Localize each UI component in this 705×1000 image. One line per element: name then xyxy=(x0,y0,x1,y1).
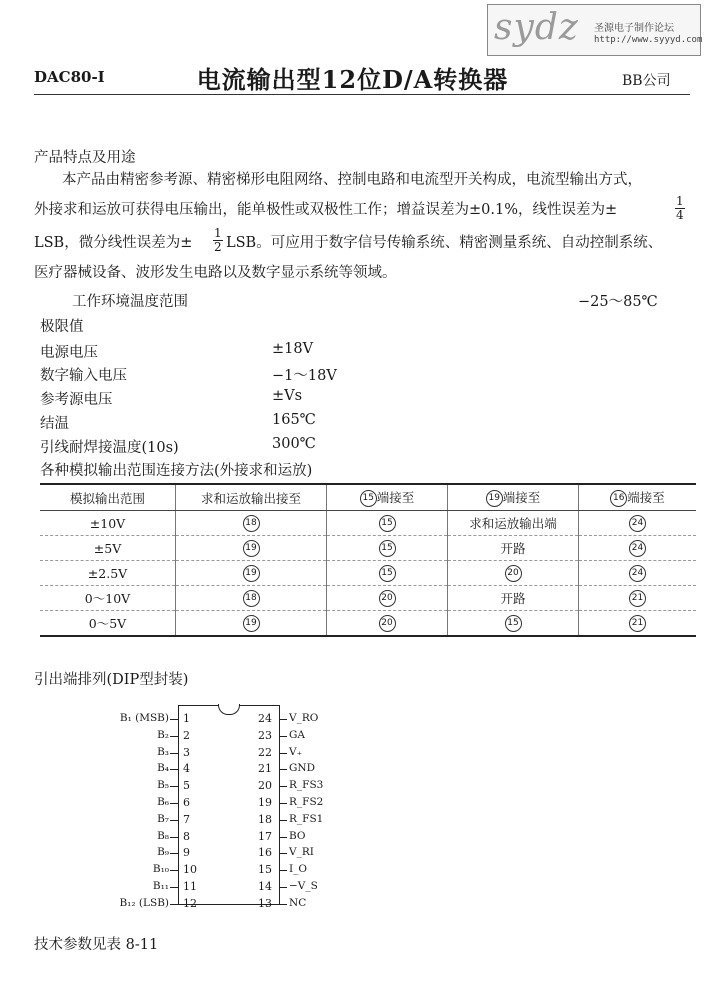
pin-circle: 20 xyxy=(505,565,522,582)
pin-label: R_FS1 xyxy=(289,812,324,825)
table-cell xyxy=(448,561,579,586)
pin-circle: 15 xyxy=(379,540,396,557)
table-cell xyxy=(579,561,697,586)
table-cell xyxy=(448,611,579,637)
pin-number: 9 xyxy=(183,846,190,860)
pin-lead xyxy=(279,837,287,838)
pin-label: V_RO xyxy=(289,712,319,724)
table-cell: 0～10V xyxy=(40,586,176,611)
table-header-cell: 15 端接至 xyxy=(327,484,448,511)
limits-heading: 极限值 xyxy=(40,319,84,335)
range-connection-table xyxy=(40,483,696,637)
table-header-cell: 19 端接至 xyxy=(448,484,579,511)
pin-lead xyxy=(279,753,287,754)
pin-number: 21 xyxy=(258,762,272,776)
pin-number: 1 xyxy=(183,712,190,725)
pin-lead xyxy=(170,719,178,720)
pin-lead xyxy=(279,769,287,770)
page-title: 电流输出型12位D/A转换器 xyxy=(196,65,509,94)
pin-circle: 19 xyxy=(486,490,503,507)
pin-number: 23 xyxy=(258,728,272,742)
pin-label: B₅ xyxy=(157,779,169,792)
pin-label: V_RI xyxy=(289,846,314,859)
table-row xyxy=(40,586,696,611)
pin-lead xyxy=(279,786,287,787)
pin-label: −V_S xyxy=(289,880,318,892)
pin-lead xyxy=(279,904,287,905)
table-cell xyxy=(579,586,697,611)
pin-circle: 18 xyxy=(243,590,260,607)
pin-number: 7 xyxy=(183,812,190,826)
fraction-half xyxy=(213,227,223,254)
pin-number: 6 xyxy=(183,796,190,809)
limit-label: 结温 xyxy=(40,416,69,432)
pin-lead xyxy=(170,736,178,737)
fraction-quarter xyxy=(675,195,685,222)
pin-circle: 16 xyxy=(610,490,627,507)
pin-label: B₂ xyxy=(157,728,169,741)
features-line-3a: LSB，微分线性误差为± xyxy=(34,235,193,251)
pin-lead xyxy=(279,870,287,871)
pin-circle: 24 xyxy=(629,565,646,582)
pin-number: 3 xyxy=(183,745,190,759)
pin-number: 5 xyxy=(183,779,190,793)
table-cell xyxy=(579,611,697,637)
pin-number: 24 xyxy=(258,712,272,725)
fraction-numerator: 1 xyxy=(214,226,222,240)
pin-label: BO xyxy=(289,829,306,842)
pin-label: B₇ xyxy=(157,812,169,825)
pinout-heading: 引出端排列(DIP型封装) xyxy=(34,672,189,688)
watermark-logo: sydz xyxy=(494,7,579,48)
table-cell: 求和运放输出端 xyxy=(448,511,579,536)
pin-lead xyxy=(279,853,287,854)
pin-circle: 19 xyxy=(243,540,260,557)
pin-circle: 21 xyxy=(629,590,646,607)
table-cell xyxy=(327,561,448,586)
limit-label: 数字输入电压 xyxy=(40,368,127,384)
range-table-heading: 各种模拟输出范围连接方法(外接求和运放) xyxy=(40,463,313,479)
limit-value: 300℃ xyxy=(272,436,316,452)
table-cell: 0～5V xyxy=(40,611,176,637)
pin-lead xyxy=(170,853,178,854)
pin-lead xyxy=(170,786,178,787)
table-header-cell: 模拟输出范围 xyxy=(40,484,176,511)
pin-label: B₈ xyxy=(157,829,169,842)
pin-circle: 15 xyxy=(379,515,396,532)
table-cell xyxy=(176,536,327,561)
pin-lead xyxy=(170,753,178,754)
pin-label: NC xyxy=(289,896,307,909)
pin-lead xyxy=(279,719,287,720)
watermark-site-name: 圣源电子制作论坛 xyxy=(594,23,674,34)
pin-number: 15 xyxy=(258,863,272,877)
features-heading: 产品特点及用途 xyxy=(34,150,136,166)
pin-label: GND xyxy=(289,762,315,775)
pin-number: 22 xyxy=(258,745,272,759)
table-header-cell: 求和运放输出接至 xyxy=(176,484,327,511)
header-rule xyxy=(34,94,690,95)
pin-label: R_FS3 xyxy=(289,779,324,792)
fraction-denominator: 2 xyxy=(214,240,222,254)
pin-lead xyxy=(170,769,178,770)
pin-lead xyxy=(170,904,178,905)
pin-lead xyxy=(279,820,287,821)
table-row xyxy=(40,511,696,536)
features-line-1: 本产品由精密参考源、精密梯形电阻网络、控制电路和电流型开关构成，电流型输出方式， xyxy=(62,172,642,188)
table-cell xyxy=(327,586,448,611)
pin-number: 4 xyxy=(183,762,190,776)
pin-number: 11 xyxy=(183,880,197,893)
pin-number: 17 xyxy=(258,829,272,843)
table-row xyxy=(40,611,696,637)
pin-circle: 24 xyxy=(629,515,646,532)
pin-lead xyxy=(170,820,178,821)
features-line-2: 外接求和运放可获得电压输出，能单极性或双极性工作；增益误差为±0.1%，线性误差为± xyxy=(34,202,618,218)
pin-label: B₁₂ (LSB) xyxy=(119,896,169,909)
limit-value: ±18V xyxy=(272,341,314,357)
pin-number: 13 xyxy=(258,896,272,910)
table-header-row xyxy=(40,484,696,511)
pin-label: B₁ (MSB) xyxy=(119,712,169,724)
table-cell xyxy=(579,511,697,536)
features-line-3b: LSB。可应用于数字信号传输系统、精密测量系统、自动控制系统、 xyxy=(226,235,663,251)
limit-label: 引线耐焊接温度(10s) xyxy=(40,440,179,456)
pin-lead xyxy=(170,803,178,804)
table-row xyxy=(40,561,696,586)
limit-value: ±Vs xyxy=(272,388,303,404)
pin-label: B₄ xyxy=(157,762,169,775)
table-cell xyxy=(176,511,327,536)
pin-number: 14 xyxy=(258,880,272,893)
pin-lead xyxy=(279,736,287,737)
fraction-numerator: 1 xyxy=(676,194,684,208)
pin-circle: 19 xyxy=(243,615,260,632)
pin-circle: 15 xyxy=(379,565,396,582)
limit-label: 电源电压 xyxy=(40,345,98,361)
table-cell: ±10V xyxy=(40,511,176,536)
pin-label: B₃ xyxy=(157,745,169,758)
pin-circle: 21 xyxy=(629,615,646,632)
pin-number: 12 xyxy=(183,896,197,910)
pin-label: R_FS2 xyxy=(289,796,324,808)
pin-circle: 20 xyxy=(379,590,396,607)
pin-circle: 19 xyxy=(243,565,260,582)
table-cell xyxy=(327,536,448,561)
limit-label: 参考源电压 xyxy=(40,392,113,408)
pin-number: 8 xyxy=(183,829,190,843)
pin-label: V₊ xyxy=(289,745,303,758)
footer-reference: 技术参数见表 8-11 xyxy=(34,937,159,953)
watermark-url: http://www.syyyd.com xyxy=(594,35,703,45)
pin-lead xyxy=(279,887,287,888)
table-cell: 开路 xyxy=(448,586,579,611)
pin-number: 10 xyxy=(183,863,197,877)
pin-circle: 15 xyxy=(505,615,522,632)
fraction-denominator: 4 xyxy=(676,208,684,222)
table-cell xyxy=(176,611,327,637)
pin-number: 18 xyxy=(258,812,272,826)
limit-value: −1～18V xyxy=(272,368,337,384)
table-cell xyxy=(176,561,327,586)
pin-lead xyxy=(170,887,178,888)
table-header-cell: 16 端接至 xyxy=(579,484,697,511)
table-cell xyxy=(579,536,697,561)
pin-number: 2 xyxy=(183,728,190,742)
temp-label: 工作环境温度范围 xyxy=(72,294,188,310)
table-cell: ±5V xyxy=(40,536,176,561)
table-cell: 开路 xyxy=(448,536,579,561)
temp-value: −25～85℃ xyxy=(578,294,658,310)
features-line-4: 医疗器械设备、波形发生电路以及数字显示系统等领域。 xyxy=(34,265,397,281)
watermark xyxy=(487,4,701,56)
pin-lead xyxy=(279,803,287,804)
pin-label: B₁₁ xyxy=(152,880,169,892)
pin-label: B₁₀ xyxy=(152,863,169,876)
pin-label: I_O xyxy=(289,863,308,876)
limit-value: 165℃ xyxy=(272,412,316,428)
pin-circle: 20 xyxy=(379,615,396,632)
pin-lead xyxy=(170,837,178,838)
pin-number: 20 xyxy=(258,779,272,793)
table-row xyxy=(40,536,696,561)
pin-lead xyxy=(170,870,178,871)
pin-number: 16 xyxy=(258,846,272,860)
table-cell xyxy=(327,511,448,536)
model-number: DAC80-I xyxy=(34,68,105,86)
table-cell xyxy=(176,586,327,611)
pin-number: 19 xyxy=(258,796,272,809)
pin-circle: 15 xyxy=(360,490,377,507)
vendor-name: BB公司 xyxy=(622,73,671,89)
pin-label: B₉ xyxy=(157,846,169,859)
pin-label: B₆ xyxy=(157,796,169,808)
pin-label: GA xyxy=(289,728,305,741)
pin-circle: 18 xyxy=(243,515,260,532)
table-cell xyxy=(327,611,448,637)
table-cell: ±2.5V xyxy=(40,561,176,586)
pin-circle: 24 xyxy=(629,540,646,557)
